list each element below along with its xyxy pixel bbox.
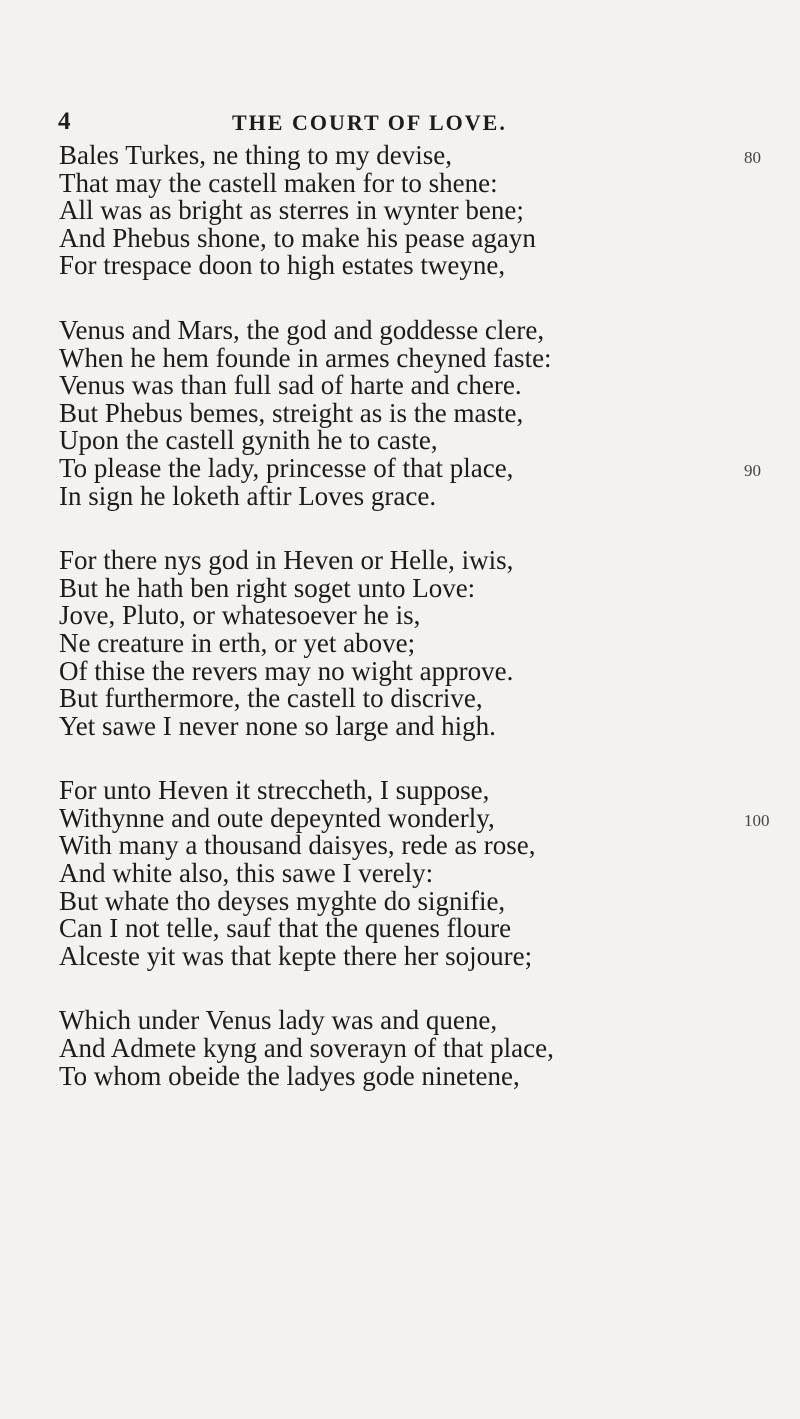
verse-line xyxy=(59,480,799,511)
verse-text: That may the castell maken for to shene: xyxy=(59,167,498,198)
verse-line xyxy=(59,197,799,225)
verse-line xyxy=(59,655,799,686)
verse-line xyxy=(59,314,799,345)
line-number: 90 xyxy=(744,460,761,480)
verse-line xyxy=(59,710,799,741)
verse-line xyxy=(59,342,799,373)
verse-line xyxy=(59,832,799,860)
verse-line xyxy=(59,1007,799,1035)
verse-line xyxy=(59,685,799,713)
verse-text: In sign he loketh aftir Loves grace. xyxy=(59,480,437,511)
verse-text: But furthermore, the castell to discrive, xyxy=(59,683,483,714)
verse-line xyxy=(59,1060,799,1091)
verse-text: For unto Heven it streccheth, I suppose, xyxy=(59,775,490,806)
verse-line xyxy=(59,572,799,603)
running-head: THE COURT OF LOVE. xyxy=(232,110,507,135)
stanza xyxy=(59,547,799,740)
verse-text: For there nys god in Heven or Helle, iwis, xyxy=(59,545,514,576)
verse-text: Jove, Pluto, or whatesoever he is, xyxy=(59,600,421,631)
verse-line xyxy=(59,802,799,833)
verse-line xyxy=(59,427,799,455)
verse-text: Upon the castell gynith he to caste, xyxy=(59,425,438,456)
verse-text: To please the lady, princesse of that place, xyxy=(59,452,514,483)
verse-line xyxy=(59,252,799,280)
verse-text: All was as bright as sterres in wynter bene; xyxy=(59,195,524,226)
stanza xyxy=(59,314,799,511)
verse-text: With many a thousand daisyes, rede as rose, xyxy=(59,830,536,861)
page-number: 4 xyxy=(58,108,71,135)
verse-text: Venus was than full sad of harte and chere. xyxy=(59,370,522,401)
verse-text: And Phebus shone, to make his pease agayn xyxy=(59,222,536,253)
verse-text: Alceste yit was that kepte there her sojoure; xyxy=(59,940,533,971)
verse-line xyxy=(59,142,799,170)
verse-line xyxy=(59,397,799,428)
verse-text: Bales Turkes, ne thing to my devise, xyxy=(59,140,452,170)
stanza xyxy=(59,1007,799,1090)
verse-line xyxy=(59,602,799,630)
verse-line xyxy=(59,452,799,483)
poem-body xyxy=(59,142,799,1127)
verse-text: But he hath ben right soget unto Love: xyxy=(59,572,476,603)
line-number: 80 xyxy=(744,148,761,167)
page-header xyxy=(0,102,800,142)
verse-line xyxy=(59,885,799,916)
verse-text: Withynne and oute depeynted wonderly, xyxy=(59,802,495,833)
line-number: 100 xyxy=(744,810,770,830)
stanza xyxy=(59,142,799,280)
verse-line xyxy=(59,167,799,198)
verse-line xyxy=(59,1035,799,1063)
verse-text: When he hem founde in armes cheyned faste: xyxy=(59,342,552,373)
verse-line xyxy=(59,915,799,943)
verse-text: Of thise the revers may no wight approve. xyxy=(59,655,514,686)
verse-line xyxy=(59,860,799,888)
verse-text: Yet sawe I never none so large and high. xyxy=(59,710,496,741)
verse-line xyxy=(59,547,799,575)
verse-text: Which under Venus lady was and quene, xyxy=(59,1005,498,1036)
verse-line xyxy=(59,940,799,971)
verse-text: And white also, this sawe I verely: xyxy=(59,858,434,889)
verse-text: Ne creature in erth, or yet above; xyxy=(59,627,416,658)
stanza xyxy=(59,777,799,970)
verse-text: To whom obeide the ladyes gode ninetene, xyxy=(59,1060,520,1091)
verse-text: Venus and Mars, the god and goddesse clere, xyxy=(59,314,545,345)
verse-text: But whate tho deyses myghte do signifie, xyxy=(59,885,506,916)
verse-text: Can I not telle, sauf that the quenes floure xyxy=(59,913,512,944)
verse-text: But Phebus bemes, streight as is the maste, xyxy=(59,397,524,428)
verse-line xyxy=(59,372,799,400)
verse-text: And Admete kyng and soverayn of that place, xyxy=(59,1033,554,1064)
verse-line xyxy=(59,777,799,805)
verse-text: For trespace doon to high estates tweyne, xyxy=(59,250,506,281)
verse-line xyxy=(59,222,799,253)
verse-line xyxy=(59,627,799,658)
